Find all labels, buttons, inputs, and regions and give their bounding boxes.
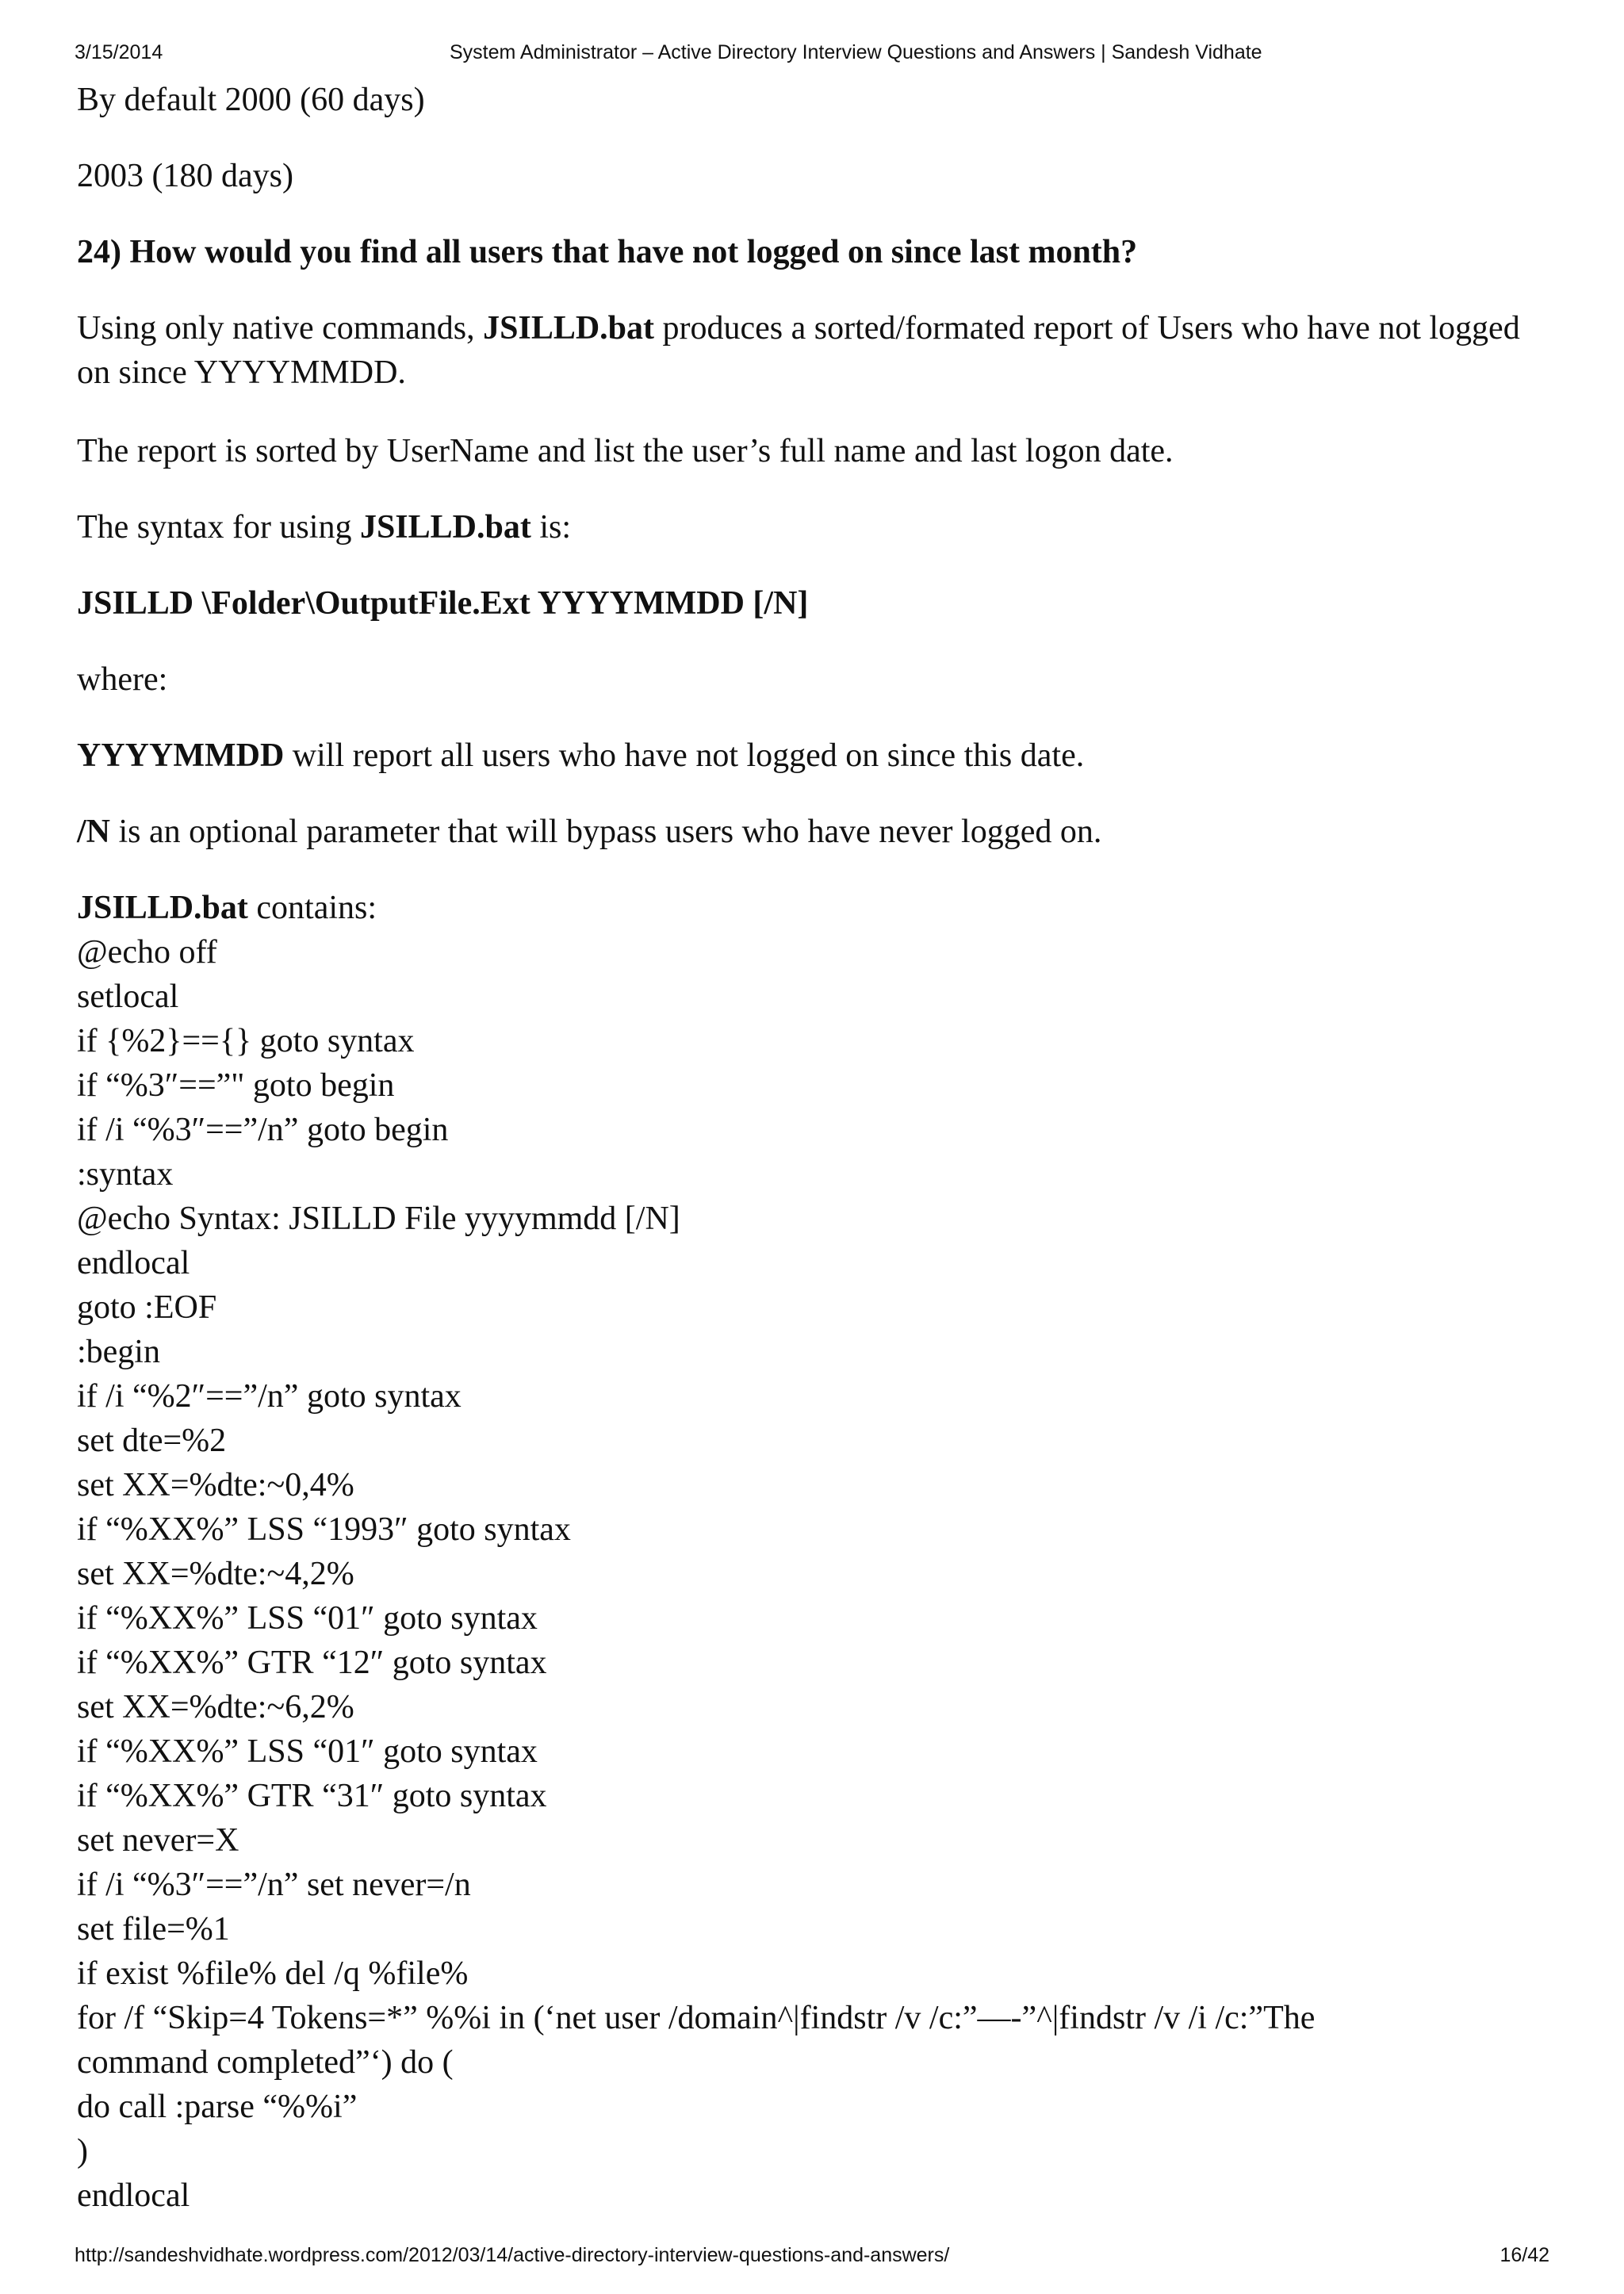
header-date: 3/15/2014 — [75, 41, 163, 63]
code-line: set XX=%dte:~6,2% — [77, 1689, 354, 1725]
code-line: if exist %file% del /q %file% — [77, 1955, 469, 1992]
paragraph-where: where: — [77, 661, 168, 698]
code-line: @echo off — [77, 934, 217, 971]
code-line: endlocal — [77, 1245, 190, 1281]
code-line: if “%XX%” GTR “12″ goto syntax — [77, 1645, 547, 1681]
code-listing — [77, 886, 1552, 2218]
code-line: set XX=%dte:~0,4% — [77, 1467, 354, 1503]
question-heading — [77, 230, 1552, 274]
article-body — [77, 78, 1552, 2218]
text-fragment: Using only native commands, — [77, 310, 484, 347]
bold-param: /N — [77, 814, 110, 850]
code-line: @echo Syntax: JSILLD File yyyymmdd [/N] — [77, 1201, 680, 1237]
code-line: for /f “Skip=4 Tokens=*” %%i in (‘net user /domain^|findstr /v /c:”—-”^|findstr /v /i /c:”The — [77, 2000, 1316, 2036]
bold-filename: JSILLD.bat — [77, 890, 248, 926]
code-line: if “%XX%” LSS “1993″ goto syntax — [77, 1511, 571, 1548]
header-title: System Administrator – Active Directory Interview Questions and Answers | Sandesh Vidhate — [450, 41, 1262, 63]
code-line: ) — [77, 2133, 88, 2170]
bold-filename: JSILLD.bat — [359, 509, 531, 546]
code-line: set dte=%2 — [77, 1423, 227, 1459]
code-line: set file=%1 — [77, 1911, 230, 1947]
code-line: endlocal — [77, 2177, 190, 2214]
code-line: do call :parse “%%i” — [77, 2089, 358, 2125]
text-fragment: is: — [530, 509, 572, 546]
code-line: goto :EOF — [77, 1289, 217, 1326]
text-fragment: produces a sorted/formated report of Users who have not logged on since YYYYMMDD. — [77, 310, 1520, 391]
code-line: set never=X — [77, 1822, 239, 1859]
text-fragment: The syntax for using — [77, 509, 360, 546]
paragraph-default-2000: By default 2000 (60 days) — [77, 82, 425, 118]
syntax-text: JSILLD \Folder\OutputFile.Ext YYYYMMDD [/N] — [77, 585, 809, 622]
text-fragment: will report all users who have not logged on since this date. — [284, 737, 1085, 774]
bold-filename: JSILLD.bat — [483, 310, 655, 347]
code-line: if “%3″==”" goto begin — [77, 1067, 395, 1104]
paragraph-n-param — [77, 810, 1552, 854]
code-line: if “%XX%” GTR “31″ goto syntax — [77, 1778, 547, 1814]
code-line: if /i “%3″==”/n” set never=/n — [77, 1867, 471, 1903]
paragraph-native-commands — [77, 306, 1552, 395]
text-fragment: contains: — [247, 890, 377, 926]
code-line: if {%2}=={} goto syntax — [77, 1023, 415, 1059]
code-line: :begin — [77, 1334, 160, 1370]
paragraph-2003: 2003 (180 days) — [77, 158, 293, 194]
paragraph-report-sorted: The report is sorted by UserName and list the user’s full name and last logon date. — [77, 433, 1174, 469]
footer-page-number: 16/42 — [1500, 2244, 1549, 2266]
code-line: command completed”‘) do ( — [77, 2044, 454, 2081]
code-heading — [77, 886, 1552, 930]
syntax-line — [77, 581, 1552, 626]
code-line: if /i “%3″==”/n” goto begin — [77, 1112, 449, 1148]
code-line: if “%XX%” LSS “01″ goto syntax — [77, 1600, 538, 1637]
code-line: if /i “%2″==”/n” goto syntax — [77, 1378, 462, 1415]
code-line: set XX=%dte:~4,2% — [77, 1556, 354, 1592]
paragraph-yyyymmdd — [77, 733, 1552, 778]
footer-url: http://sandeshvidhate.wordpress.com/2012/03/14/active-directory-interview-questions-and-answers/ — [75, 2244, 950, 2266]
question-text: 24) How would you find all users that have not logged on since last month? — [77, 234, 1138, 270]
bold-param: YYYYMMDD — [77, 737, 285, 774]
code-line: if “%XX%” LSS “01″ goto syntax — [77, 1733, 538, 1770]
code-line: setlocal — [77, 978, 179, 1015]
paragraph-syntax-intro — [77, 505, 1552, 550]
code-line: :syntax — [77, 1156, 174, 1193]
text-fragment: is an optional parameter that will bypass users who have never logged on. — [110, 814, 1102, 850]
